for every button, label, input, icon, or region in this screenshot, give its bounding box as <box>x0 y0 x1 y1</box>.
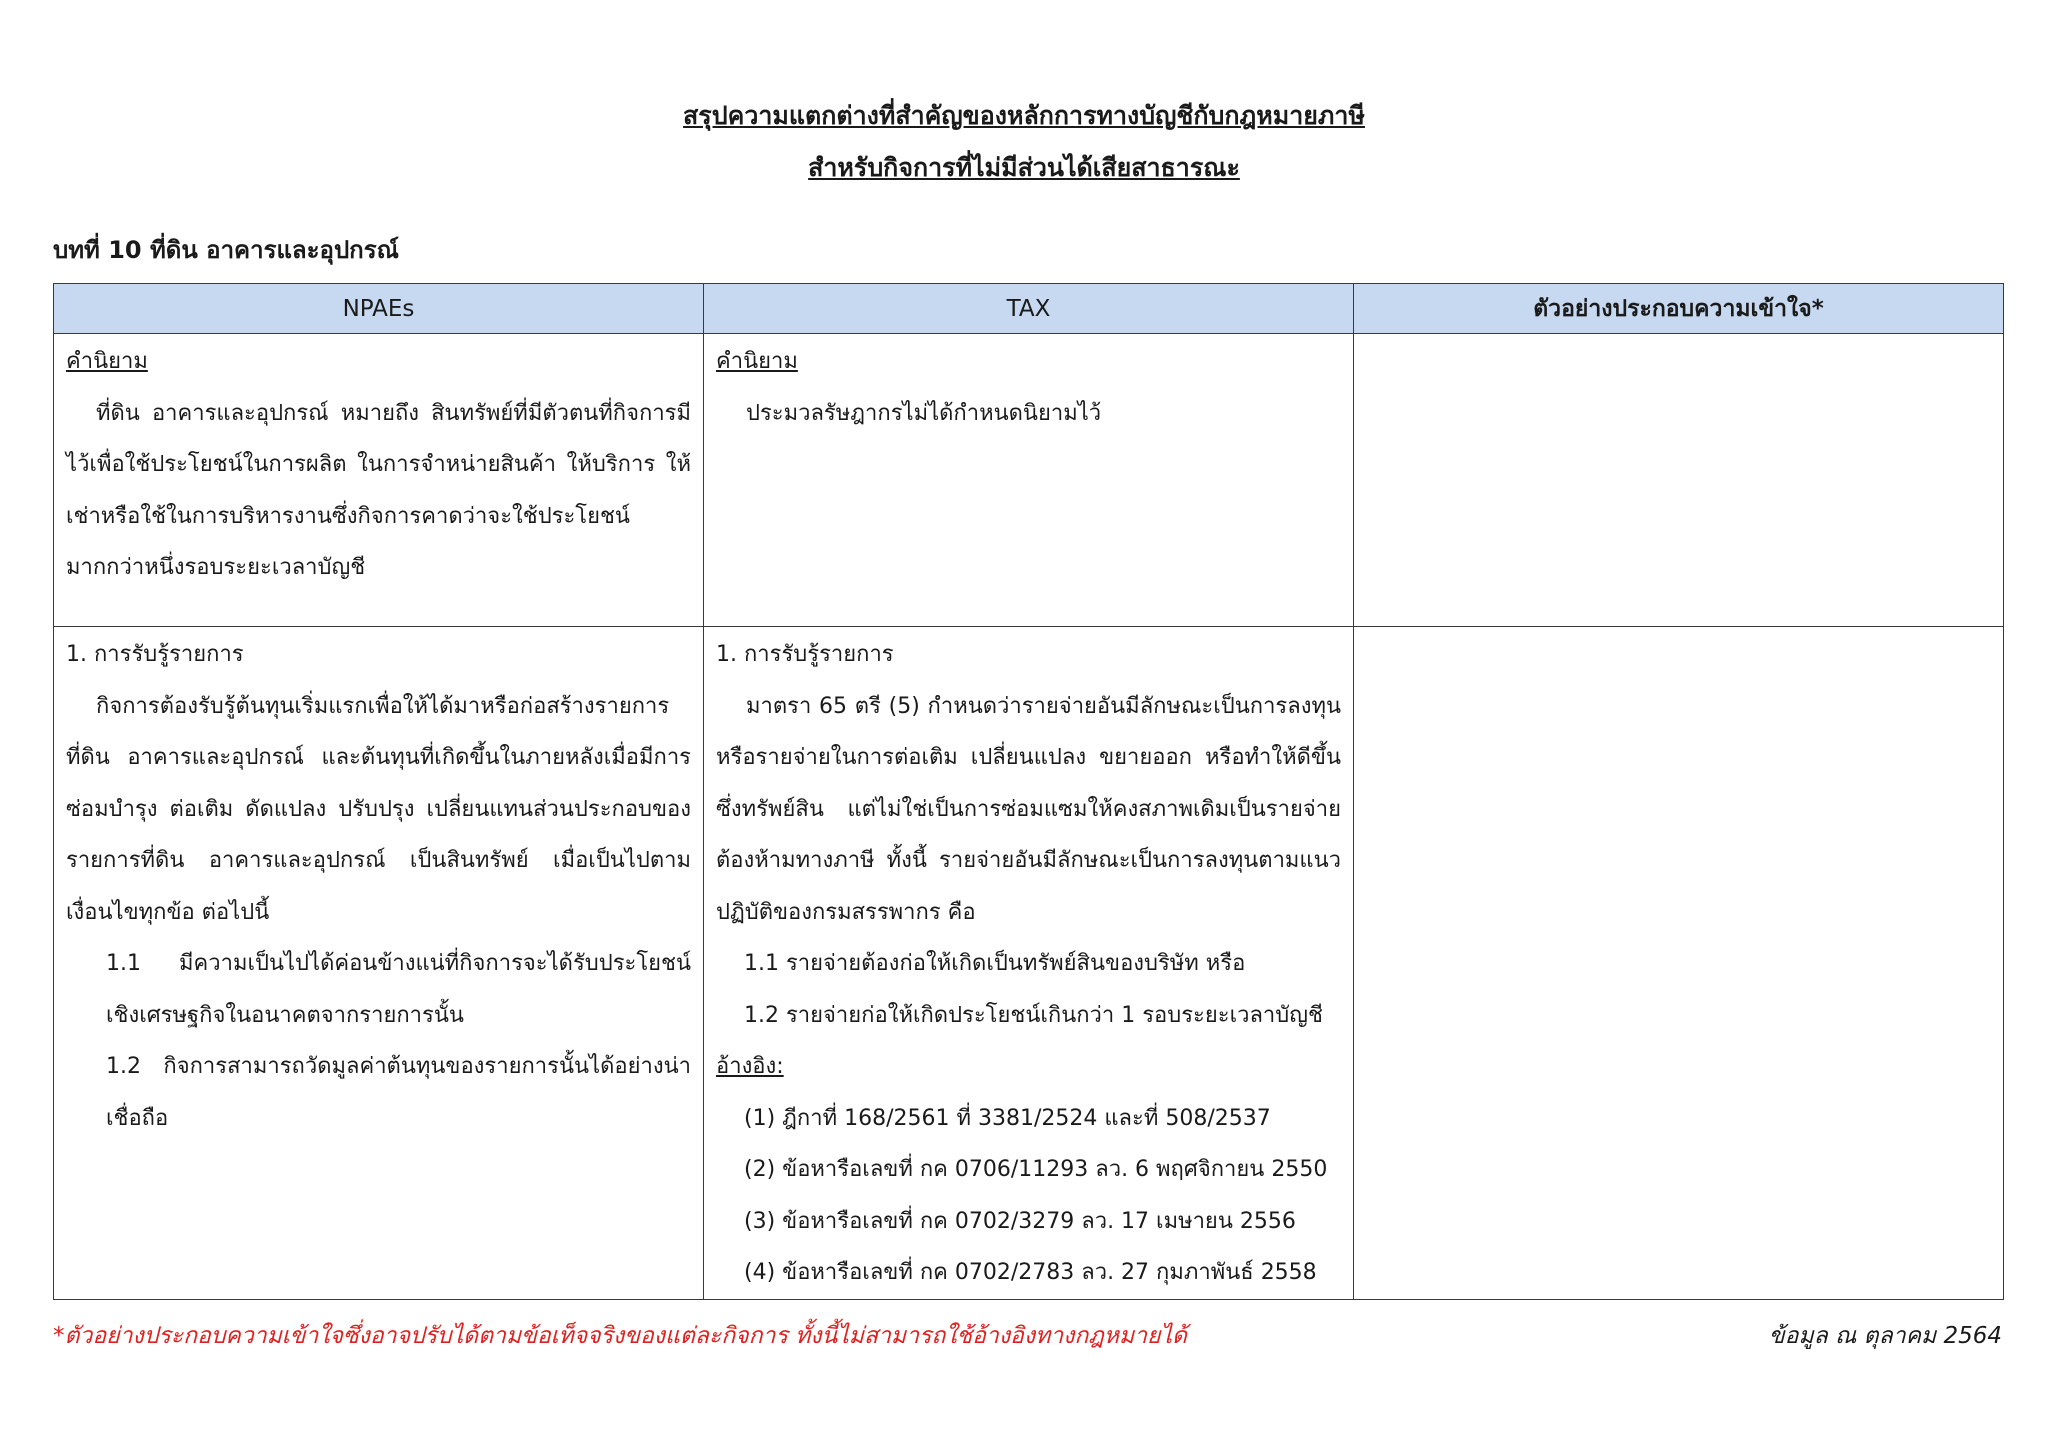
list-item: 1.2 กิจการสามารถวัดมูลค่าต้นทุนของรายการนั้นได้อย่างน่าเชื่อถือ <box>106 1054 691 1131</box>
cell-example-recognition <box>1354 627 2004 1300</box>
cell-example-definition <box>1354 334 2004 627</box>
cell-npaes-recognition <box>54 627 704 1300</box>
list-item: 1.2 รายจ่ายก่อให้เกิดประโยชน์เกินกว่า 1 รอบระยะเวลาบัญชี <box>744 1002 1323 1028</box>
cell-heading: คำนิยาม <box>66 349 148 374</box>
list-item: 1.1 รายจ่ายต้องก่อให้เกิดเป็นทรัพย์สินของบริษัท หรือ <box>744 951 1246 976</box>
comparison-table <box>53 283 2004 1300</box>
table-row <box>54 334 2004 627</box>
cell-body: กิจการต้องรับรู้ต้นทุนเริ่มแรกเพื่อให้ได้มาหรือก่อสร้างรายการที่ดิน อาคารและอุปกรณ์ และต้นทุนที่เกิดขึ้นในภายหลังเมื่อมีการซ่อมบำรุง ต่อเติม ดัดแปลง ปรับปรุง เปลี่ยนแทนส่วนประกอบของรายการที่ดิน อาคารและอุปกรณ์ เป็นสินทรัพย์ เมื่อเป็นไปตามเงื่อนไขทุกข้อ ต่อไปนี้ <box>66 693 691 925</box>
document-subtitle: สำหรับกิจการที่ไม่มีส่วนได้เสียสาธารณะ <box>808 153 1240 182</box>
column-header-npaes: NPAEs <box>54 284 704 334</box>
column-header-tax: TAX <box>704 284 1354 334</box>
cell-heading: 1. การรับรู้รายการ <box>66 642 244 667</box>
reference-heading: อ้างอิง: <box>716 1054 784 1079</box>
cell-body: ประมวลรัษฎากรไม่ได้กำหนดนิยามไว้ <box>746 400 1102 426</box>
document-title: สรุปความแตกต่างที่สำคัญของหลักการทางบัญชีกับกฎหมายภาษี <box>683 101 1365 130</box>
table-header-row <box>54 284 2004 334</box>
footnote: *ตัวอย่างประกอบความเข้าใจซึ่งอาจปรับได้ตามข้อเท็จจริงของแต่ละกิจการ ทั้งนี้ไม่สามารถใช้อ้างอิงทางกฎหมายได้ <box>53 1323 1187 1349</box>
cell-body: มาตรา 65 ตรี (5) กำหนดว่ารายจ่ายอันมีลักษณะเป็นการลงทุนหรือรายจ่ายในการต่อเติม เปลี่ยนแปลง ขยายออก หรือทำให้ดีขึ้นซึ่งทรัพย์สิน แต่ไม่ใช่เป็นการซ่อมแซมให้คงสภาพเดิมเป็นรายจ่ายต้องห้ามทางภาษี ทั้งนี้ รายจ่ายอันมีลักษณะเป็นการลงทุนตามแนวปฏิบัติของกรมสรรพากร คือ <box>716 693 1341 925</box>
chapter-heading: บทที่ 10 ที่ดิน อาคารและอุปกรณ์ <box>53 236 399 264</box>
list-item: 1.1 มีความเป็นไปได้ค่อนข้างแน่ที่กิจการจะได้รับประโยชน์เชิงเศรษฐกิจในอนาคตจากรายการนั้น <box>106 951 691 1028</box>
data-date: ข้อมูล ณ ตุลาคม 2564 <box>1768 1323 2002 1349</box>
reference-item: (4) ข้อหารือเลขที่ กค 0702/2783 ลว. 27 กุมภาพันธ์ 2558 <box>744 1260 1317 1285</box>
cell-body: ที่ดิน อาคารและอุปกรณ์ หมายถึง สินทรัพย์ที่มีตัวตนที่กิจการมีไว้เพื่อใช้ประโยชน์ในการผลิต ในการจำหน่ายสินค้า ให้บริการ ให้เช่าหรือใช้ในการบริหารงานซึ่งกิจการคาดว่าจะใช้ประโยชน์มากกว่าหนึ่งรอบระยะเวลาบัญชี <box>66 400 691 580</box>
cell-tax-definition <box>704 334 1354 627</box>
table-row <box>54 627 2004 1300</box>
reference-item: (1) ฎีกาที่ 168/2561 ที่ 3381/2524 และที่ 508/2537 <box>744 1105 1271 1131</box>
cell-npaes-definition <box>54 334 704 627</box>
column-header-example: ตัวอย่างประกอบความเข้าใจ* <box>1354 284 2004 334</box>
reference-item: (3) ข้อหารือเลขที่ กค 0702/3279 ลว. 17 เมษายน 2556 <box>744 1208 1296 1234</box>
cell-tax-recognition <box>704 627 1354 1300</box>
reference-item: (2) ข้อหารือเลขที่ กค 0706/11293 ลว. 6 พฤศจิกายน 2550 <box>744 1157 1328 1182</box>
cell-heading: คำนิยาม <box>716 349 798 374</box>
cell-heading: 1. การรับรู้รายการ <box>716 642 894 667</box>
